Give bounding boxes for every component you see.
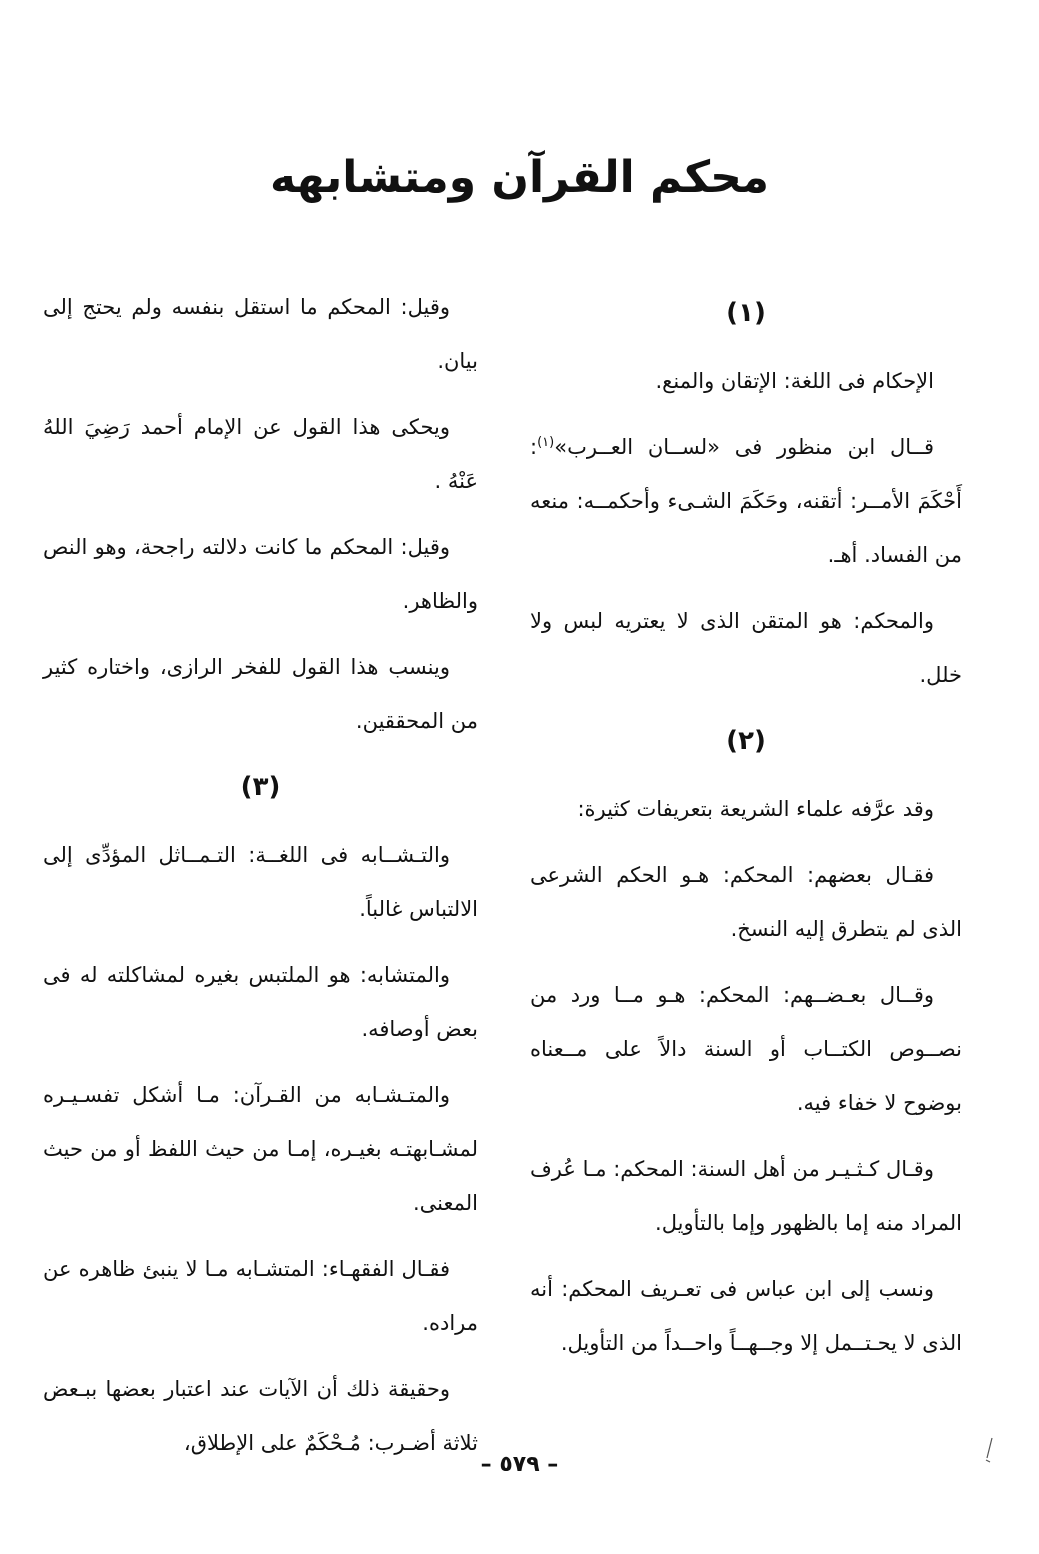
page-title: محكم القرآن ومتشابهه <box>269 152 770 203</box>
paragraph: وقيل: المحكم ما كانت دلالته راجحة، وهو النص والظاهر. <box>43 535 478 613</box>
section-number-1: (١) <box>726 298 766 328</box>
paragraph: والمحكم: هو المتقن الذى لا يعتريه لبس ولا خلل. <box>530 609 962 687</box>
paragraph: الإحكام فى اللغة: الإتقان والمنع. <box>655 369 934 393</box>
page-number: – ٥٧٩ – <box>480 1452 559 1477</box>
paragraph: فقـال بعضهم: المحكم: هـو الحكم الشرعى الذى لم يتطرق إليه النسخ. <box>530 863 962 941</box>
paragraph: والمتشابه: هو الملتبس بغيره لمشاكلته له فى بعض أوصافه. <box>43 963 478 1041</box>
section-number-3: (٣) <box>240 772 281 802</box>
punctuation: : <box>530 435 538 459</box>
paragraph: ونسب إلى ابن عباس فى تعـريف المحكم: أنه الذى لا يحـتــمل إلا وجــهــاً واحــداً من التأويل. <box>530 1277 962 1355</box>
paragraph-text: قــال ابن منظور فى «لســان العــرب» <box>554 435 934 459</box>
paragraph-with-footnote <box>530 420 962 582</box>
paragraph: وقد عرَّفه علماء الشريعة بتعريفات كثيرة: <box>577 797 934 821</box>
paragraph: والتـشــابه فى اللغــة: التـمــاثل المؤدِّى إلى الالتباس غالباً. <box>43 843 478 921</box>
footnote-reference: (١) <box>537 435 555 450</box>
paragraph: وقيل: المحكم ما استقل بنفسه ولم يحتج إلى بيان. <box>43 295 478 373</box>
left-column <box>43 280 478 1482</box>
paragraph: وينسب هذا القول للفخر الرازى، واختاره كثير من المحققين. <box>43 655 478 733</box>
paragraph: وقــال بعـضــهم: المحكم: هـو مــا ورد من نصــوص الكتــاب أو السنة دالاً على مــعناه بوضوح لا خفاء فيه. <box>530 983 962 1115</box>
scan-mark <box>984 1436 994 1464</box>
paragraph: والمتـشـابه من القـرآن: مـا أشكل تفسـيـره لمشـابهتـه بغيـره، إمـا من حيث اللفظ أو من حيث المعنى. <box>43 1083 478 1215</box>
paragraph: ويحكى هذا القول عن الإمام أحمد رَضِيَ اللهُ عَنْهُ . <box>43 415 478 493</box>
paragraph: فقـال الفقهـاء: المتشـابه مـا لا ينبئ ظاهره عن مراده. <box>43 1257 478 1335</box>
paragraph-text: أَحْكَمَ الأمــر: أتقنه، وحَكَمَ الشـىء وأحكمــه: منعه من الفساد. أهـ. <box>530 489 962 567</box>
paragraph: وقـال كـثـيـر من أهل السنة: المحكم: مـا عُرف المراد منه إما بالظهور وإما بالتأويل. <box>530 1157 962 1235</box>
paragraph: وحقيقة ذلك أن الآيات عند اعتبار بعضها ببـعض ثلاثة أضـرب: مُـحْكَمٌ على الإطلاق، <box>43 1377 478 1455</box>
right-column <box>530 280 962 1382</box>
section-number-2: (٢) <box>726 726 766 756</box>
